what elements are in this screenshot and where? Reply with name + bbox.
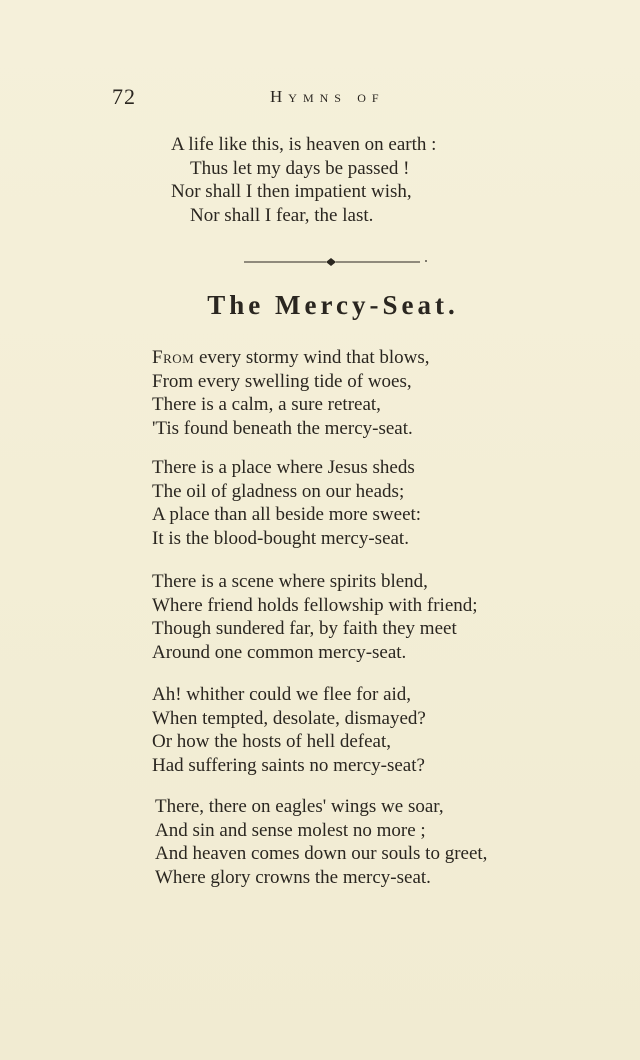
verse-line: Nor shall I fear, the last. [190,204,374,226]
verse-line: A life like this, is heaven on earth : [171,134,437,155]
hymn-title [0,290,640,321]
verse-line: The oil of gladness on our heads; [152,480,405,502]
verse-line: Thus let my days be passed ! [190,157,410,179]
verse-line: From every swelling tide of woes, [152,370,412,392]
verse-line [152,346,430,370]
verse-line: And sin and sense molest no more ; [155,819,426,841]
running-head: Hymns of [270,87,385,106]
page-number: 72 [112,84,136,109]
verse-line: Had suffering saints no mercy-seat? [152,754,425,776]
stanza-2 [152,456,421,550]
page-header [0,84,640,114]
verse-line: There, there on eagles' wings we soar, [155,796,444,817]
intro-stanza [171,133,436,227]
stanza-1 [152,346,430,440]
drop-word: From [152,347,195,368]
verse-line-rest: every stormy wind that blows, [194,347,430,368]
verse-line: It is the blood-bought mercy-seat. [152,527,409,549]
verse-line: When tempted, desolate, dismayed? [152,707,426,729]
verse-line: There is a place where Jesus sheds [152,457,415,478]
stanza-3 [152,570,478,664]
hymn-title-text: The Mercy-Seat. [207,290,459,320]
stanza-4 [152,683,426,777]
verse-line: 'Tis found beneath the mercy-seat. [152,417,413,439]
verse-line: Though sundered far, by faith they meet [152,618,457,639]
ornament-divider [244,255,430,269]
verse-line: Around one common mercy-seat. [152,641,407,663]
verse-line: A place than all beside more sweet: [152,504,422,525]
verse-line: Ah! whither could we flee for aid, [152,684,412,705]
verse-line: Where glory crowns the mercy-seat. [155,866,431,888]
verse-line: There is a scene where spirits blend, [152,571,428,592]
stanza-5 [155,795,487,889]
verse-line: Nor shall I then impatient wish, [171,181,412,202]
verse-line: Or how the hosts of hell defeat, [152,731,392,752]
verse-line: And heaven comes down our souls to greet, [155,843,488,864]
verse-line: Where friend holds fellowship with friend; [152,594,478,616]
verse-line: There is a calm, a sure retreat, [152,394,381,415]
